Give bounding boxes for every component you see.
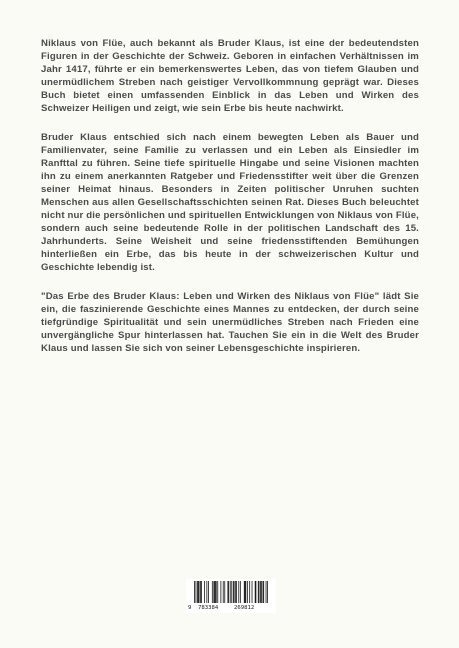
barcode-bar [258,581,259,603]
barcode-bar [261,581,262,603]
paragraph-intro: Niklaus von Flüe, auch bekannt als Bruder Klaus, ist eine der bedeutendsten Figuren in der Geschichte der Schweiz. Geboren in einfachen Verhältnissen im Jahr 1417, führte er ein bemerkenswertes Leben, das von tiefem Glauben und unermüdlichem Streben nach geistiger Vervollkommnung geprägt war. Dieses Buch bietet einen umfassenden Einblick in das Leben und Wirken des Schweizer Heiligen und zeigt, wie sein Erbe bis heute nachwirkt. [41,38,419,114]
barcode-bar [256,581,257,603]
barcode-bar [263,581,264,603]
barcode-bar [214,581,215,603]
barcode-bar [197,581,198,603]
barcode-bar [200,581,201,603]
barcode-bar [245,581,246,603]
barcode-bar [245,581,246,603]
barcode-digits [186,604,276,612]
barcode-bar [208,581,209,603]
barcode-bar [212,581,213,603]
barcode-bar [231,581,232,603]
barcode-bar [249,581,250,603]
barcode-right-group: 269812 [234,605,255,611]
barcode-bar [216,581,217,603]
barcode-bar [206,581,207,603]
barcode-bar [224,581,225,603]
barcode-bar [223,581,224,603]
barcode-bar [228,581,229,603]
barcode-bar [235,581,236,603]
paragraph-invitation: "Das Erbe des Bruder Klaus: Leben und Wirken des Niklaus von Flüe" lädt Sie ein, die faszinierende Geschichte eines Mannes zu entdecken, der durch seine tiefgründige Spiritualität und sein unermüdliches Streben nach Frieden eine unvergängliche Spur hinterlassen hat. Tauchen Sie ein in die Welt des Bruder Klaus und lassen Sie sich von seiner Lebensgeschichte inspirieren. [41,291,419,355]
barcode-bar [230,581,231,603]
barcode-bar [217,581,218,603]
barcode-bar [247,581,248,603]
isbn-barcode [186,579,276,613]
barcode-bar [263,581,264,603]
barcode-bar [196,581,197,603]
barcode-left-group: 783384 [198,605,219,611]
barcode-bar [213,581,214,603]
blurb-text [41,38,419,373]
barcode-bar [252,581,253,603]
barcode-bar [259,581,260,603]
barcode-bar [233,581,234,603]
barcode-bar [201,581,202,603]
barcode-bar [215,581,216,603]
barcode-bar [204,581,205,603]
barcode-bar [240,581,241,603]
barcode-bar [260,581,261,603]
barcode-bar [266,581,267,603]
barcode-bars [194,581,268,603]
barcode-bar [198,581,199,603]
barcode-bar [227,581,228,603]
barcode-bar [199,581,200,603]
barcode-bar [238,581,239,603]
barcode-bar [194,581,195,603]
barcode-first-digit: 9 [188,605,192,611]
barcode-bar [234,581,235,603]
barcode-bar [267,581,268,603]
paragraph-life: Bruder Klaus entschied sich nach einem bewegten Leben als Bauer und Familienvater, seine Familie zu verlassen und ein Leben als Einsiedler im Ranfttal zu führen. Seine tiefe spirituelle Hingabe und seine Visionen machten ihn zu einem anerkannten Ratgeber und Friedensstifter weit über die Grenzen seiner Heimat hinaus. Besonders in Zeiten politischer Unruhen suchten Menschen aus allen Gesellschaftsschichten seinen Rat. Dieses Buch beleuchtet nicht nur die persönlichen und spirituellen Entwicklungen von Niklaus von Flüe, sondern auch seine bedeutende Rolle in der politischen Landschaft des 15. Jahrhunderts. Seine Weisheit und seine friedensstiftenden Bemühungen hinterließen ein Erbe, das bis heute in der schweizerischen Kultur und Geschichte lebendig ist. [41,132,419,273]
barcode-bar [244,581,245,603]
barcode-bar [236,581,237,603]
barcode-bar [220,581,221,603]
barcode-bar [255,581,256,603]
